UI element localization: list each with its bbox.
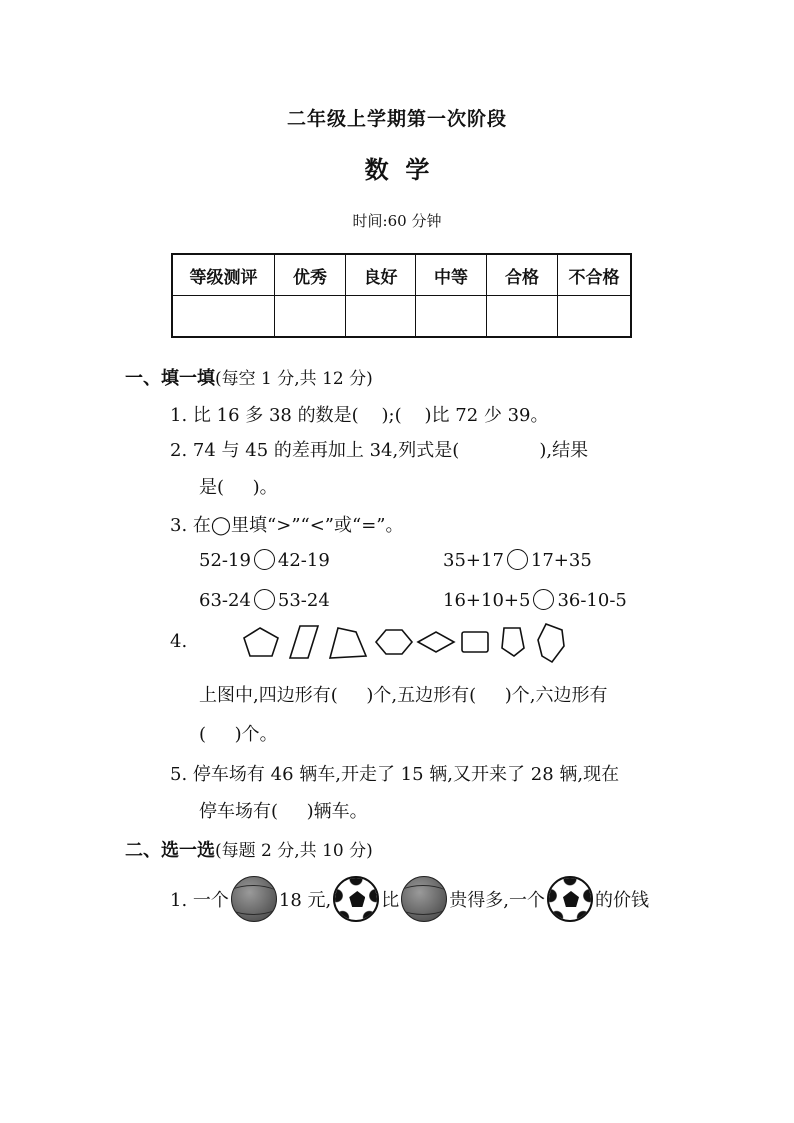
- shapes-figure: [240, 618, 580, 668]
- basketball-icon: [401, 876, 447, 922]
- compare-right: 53-24: [277, 590, 330, 611]
- question-1-4-text: 上图中,四边形有( )个,五边形有( )个,六边形有: [199, 685, 608, 706]
- section-1-note: (每空 1 分,共 12 分): [215, 369, 373, 389]
- compare-right: 17+35: [530, 550, 592, 571]
- compare-item: [443, 549, 592, 571]
- compare-right: 42-19: [277, 550, 330, 571]
- compare-circle[interactable]: [507, 549, 528, 570]
- compare-right: 36-10-5: [557, 590, 627, 611]
- compare-left: 35+17: [443, 550, 504, 571]
- section-2-heading: [125, 836, 373, 862]
- compare-circle[interactable]: [254, 589, 275, 610]
- hexagon-shape: [538, 624, 564, 662]
- quadrilateral-shape: [502, 628, 524, 656]
- parallelogram-shape: [290, 626, 318, 658]
- compare-item: [443, 589, 627, 611]
- exam-time: 时间:60 分钟: [352, 212, 442, 230]
- grade-header: 良好: [346, 254, 416, 296]
- q2-1-prefix: 1. 一个: [170, 890, 229, 911]
- question-1-5-cont: 停车场有( )辆车。: [199, 801, 368, 822]
- grade-cell[interactable]: [416, 296, 487, 338]
- q2-1-end: 的价钱: [595, 890, 649, 911]
- hexagon-shape: [376, 630, 412, 654]
- compare-left: 52-19: [199, 550, 251, 571]
- grade-header: 等级测评: [172, 254, 275, 296]
- rhombus-shape: [418, 632, 454, 652]
- question-1-4-cont: ( )个。: [199, 724, 278, 745]
- compare-left: 63-24: [199, 590, 251, 611]
- grade-header: 合格: [487, 254, 558, 296]
- soccer-ball-icon: [333, 876, 379, 922]
- section-1-heading: [125, 364, 373, 390]
- question-1-2: 2. 74 与 45 的差再加上 34,列式是( ),结果: [170, 440, 589, 461]
- q2-1-than: 比: [381, 890, 400, 911]
- exam-subtitle: 二年级上学期第一次阶段: [286, 108, 507, 130]
- question-1-3: 3. 在◯里填“>”“<”或“=”。: [170, 515, 404, 536]
- grade-header: 中等: [416, 254, 487, 296]
- question-1-2-cont: 是( )。: [199, 477, 278, 498]
- grade-cell[interactable]: [558, 296, 632, 338]
- q2-1-more: 贵得多,一个: [449, 890, 545, 911]
- question-1-1: 1. 比 16 多 38 的数是( );( )比 72 少 39。: [170, 405, 549, 426]
- compare-item: [199, 589, 330, 611]
- section-1-title: 一、填一填: [125, 368, 215, 389]
- rectangle-shape: [462, 632, 488, 652]
- question-1-4: 4.: [170, 631, 188, 652]
- grade-header: 不合格: [558, 254, 632, 296]
- compare-left: 16+10+5: [443, 590, 531, 611]
- pentagon-shape: [244, 628, 278, 656]
- grade-table: [171, 253, 632, 338]
- quadrilateral-shape: [330, 628, 366, 658]
- soccer-ball-icon: [547, 876, 593, 922]
- grade-cell[interactable]: [275, 296, 346, 338]
- grade-cell[interactable]: [172, 296, 275, 338]
- grade-cell[interactable]: [346, 296, 416, 338]
- compare-item: [199, 549, 330, 571]
- q2-1-price: 18 元,: [278, 890, 332, 911]
- compare-circle[interactable]: [533, 589, 554, 610]
- question-1-5: 5. 停车场有 46 辆车,开走了 15 辆,又开来了 28 辆,现在: [170, 764, 620, 785]
- exam-title: 数 学: [364, 155, 430, 184]
- basketball-icon: [231, 876, 277, 922]
- section-2-title: 二、选一选: [125, 840, 215, 861]
- section-2-note: (每题 2 分,共 10 分): [215, 841, 373, 861]
- grade-cell[interactable]: [487, 296, 558, 338]
- grade-header: 优秀: [275, 254, 346, 296]
- compare-circle[interactable]: [254, 549, 275, 570]
- question-2-1: [170, 876, 649, 922]
